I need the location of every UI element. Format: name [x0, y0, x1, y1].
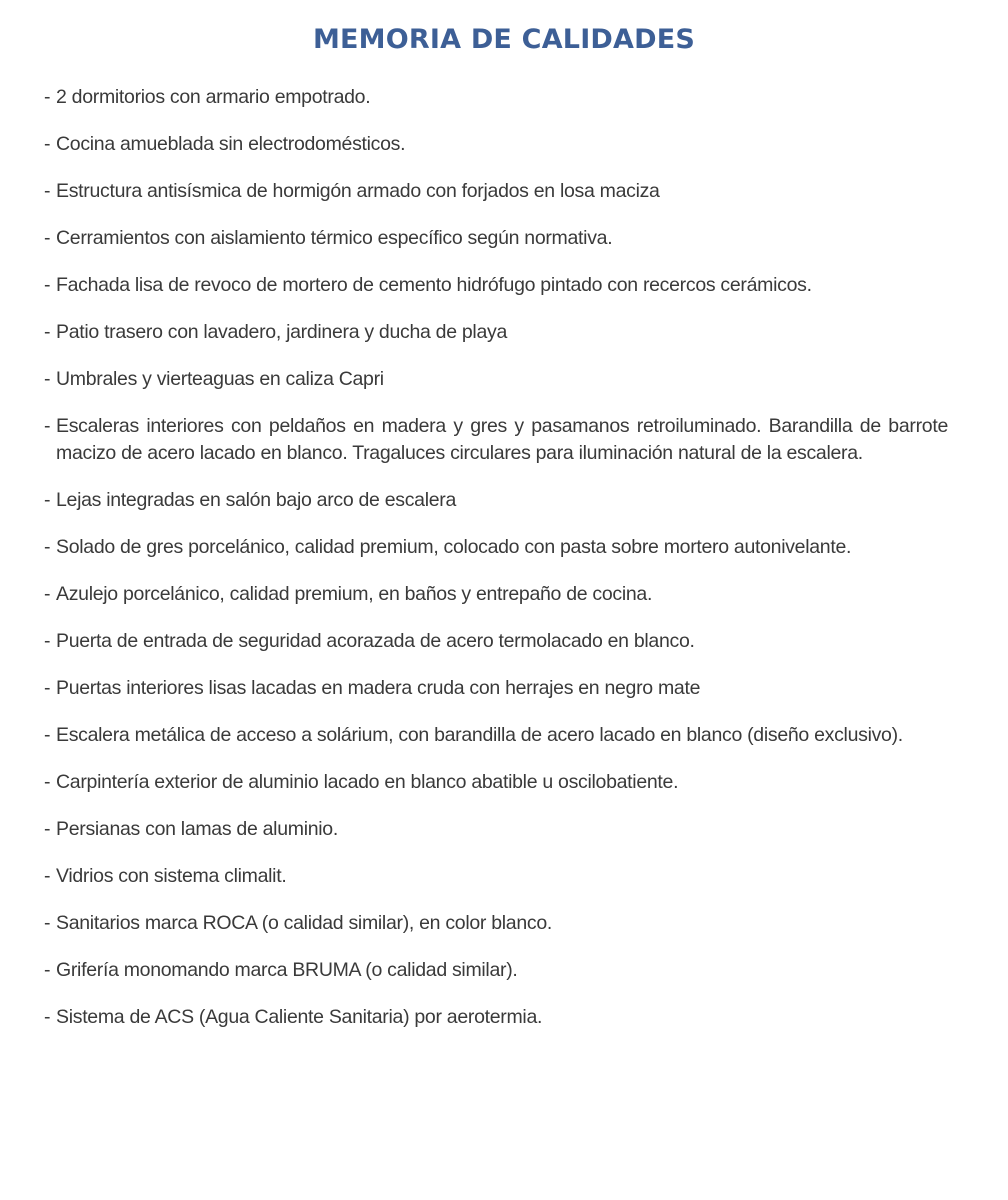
list-item-text: Umbrales y vierteaguas en caliza Capri — [56, 368, 384, 390]
list-item-text: Puerta de entrada de seguridad acorazada de acero termolacado en blanco. — [56, 630, 695, 652]
list-item-text: Grifería monomando marca BRUMA (o calidad similar). — [56, 959, 518, 981]
bullet-dash: - — [44, 536, 51, 558]
list-item — [44, 178, 948, 205]
list-item — [44, 722, 948, 749]
list-item — [44, 319, 948, 346]
bullet-dash: - — [44, 818, 51, 840]
list-item — [44, 628, 948, 655]
list-item-text: Fachada lisa de revoco de mortero de cemento hidrófugo pintado con recercos cerámicos. — [56, 274, 812, 296]
list-item-text: Carpintería exterior de aluminio lacado en blanco abatible u oscilobatiente. — [56, 771, 679, 793]
list-item-text: 2 dormitorios con armario empotrado. — [56, 86, 371, 108]
list-item-text: Patio trasero con lavadero, jardinera y ducha de playa — [56, 321, 508, 343]
list-item — [44, 910, 948, 937]
bullet-dash: - — [44, 630, 51, 652]
list-item-text: Sanitarios marca ROCA (o calidad similar), en color blanco. — [56, 912, 553, 934]
list-item — [44, 957, 948, 984]
list-item — [44, 534, 948, 561]
bullet-dash: - — [44, 677, 51, 699]
list-item-text: Persianas con lamas de aluminio. — [56, 818, 338, 840]
list-item — [44, 581, 948, 608]
bullet-dash: - — [44, 724, 51, 746]
bullet-dash: - — [44, 865, 51, 887]
bullet-dash: - — [44, 1006, 51, 1028]
bullet-dash: - — [44, 368, 51, 390]
qualities-list — [44, 84, 948, 1051]
bullet-dash: - — [44, 912, 51, 934]
list-item-text: Puertas interiores lisas lacadas en madera cruda con herrajes en negro mate — [56, 677, 701, 699]
list-item-text: Cocina amueblada sin electrodomésticos. — [56, 133, 406, 155]
bullet-dash: - — [44, 415, 51, 437]
bullet-dash: - — [44, 133, 51, 155]
bullet-dash: - — [44, 86, 51, 108]
list-item-text: Escalera metálica de acceso a solárium, con barandilla de acero lacado en blanco (diseño exclusivo). — [56, 724, 903, 746]
bullet-dash: - — [44, 321, 51, 343]
list-item — [44, 487, 948, 514]
list-item — [44, 769, 948, 796]
bullet-dash: - — [44, 489, 51, 511]
list-item — [44, 131, 948, 158]
bullet-dash: - — [44, 959, 51, 981]
list-item-text: Azulejo porcelánico, calidad premium, en baños y entrepaño de cocina. — [56, 583, 653, 605]
list-item-text: Escaleras interiores con peldaños en madera y gres y pasamanos retroiluminado. Barandilla de barrote macizo de acero lacado en blanco. Tragaluces circulares para iluminación natural de la escalera. — [56, 415, 948, 464]
list-item — [44, 675, 948, 702]
list-item-text: Solado de gres porcelánico, calidad premium, colocado con pasta sobre mortero autonivelante. — [56, 536, 852, 558]
bullet-dash: - — [44, 771, 51, 793]
bullet-dash: - — [44, 227, 51, 249]
bullet-dash: - — [44, 180, 51, 202]
list-item — [44, 1004, 948, 1031]
list-item-text: Sistema de ACS (Agua Caliente Sanitaria) por aerotermia. — [56, 1006, 543, 1028]
bullet-dash: - — [44, 583, 51, 605]
list-item — [44, 816, 948, 843]
page-title: MEMORIA DE CALIDADES — [312, 24, 696, 55]
list-item-text: Vidrios con sistema climalit. — [56, 865, 287, 887]
list-item-text: Lejas integradas en salón bajo arco de escalera — [56, 489, 457, 511]
list-item-text: Cerramientos con aislamiento térmico específico según normativa. — [56, 227, 613, 249]
list-item — [44, 366, 948, 393]
list-item — [44, 863, 948, 890]
list-item-text: Estructura antisísmica de hormigón armado con forjados en losa maciza — [56, 180, 660, 202]
bullet-dash: - — [44, 274, 51, 296]
list-item — [44, 225, 948, 252]
list-item — [44, 413, 948, 467]
list-item — [44, 272, 948, 299]
list-item — [44, 84, 948, 111]
